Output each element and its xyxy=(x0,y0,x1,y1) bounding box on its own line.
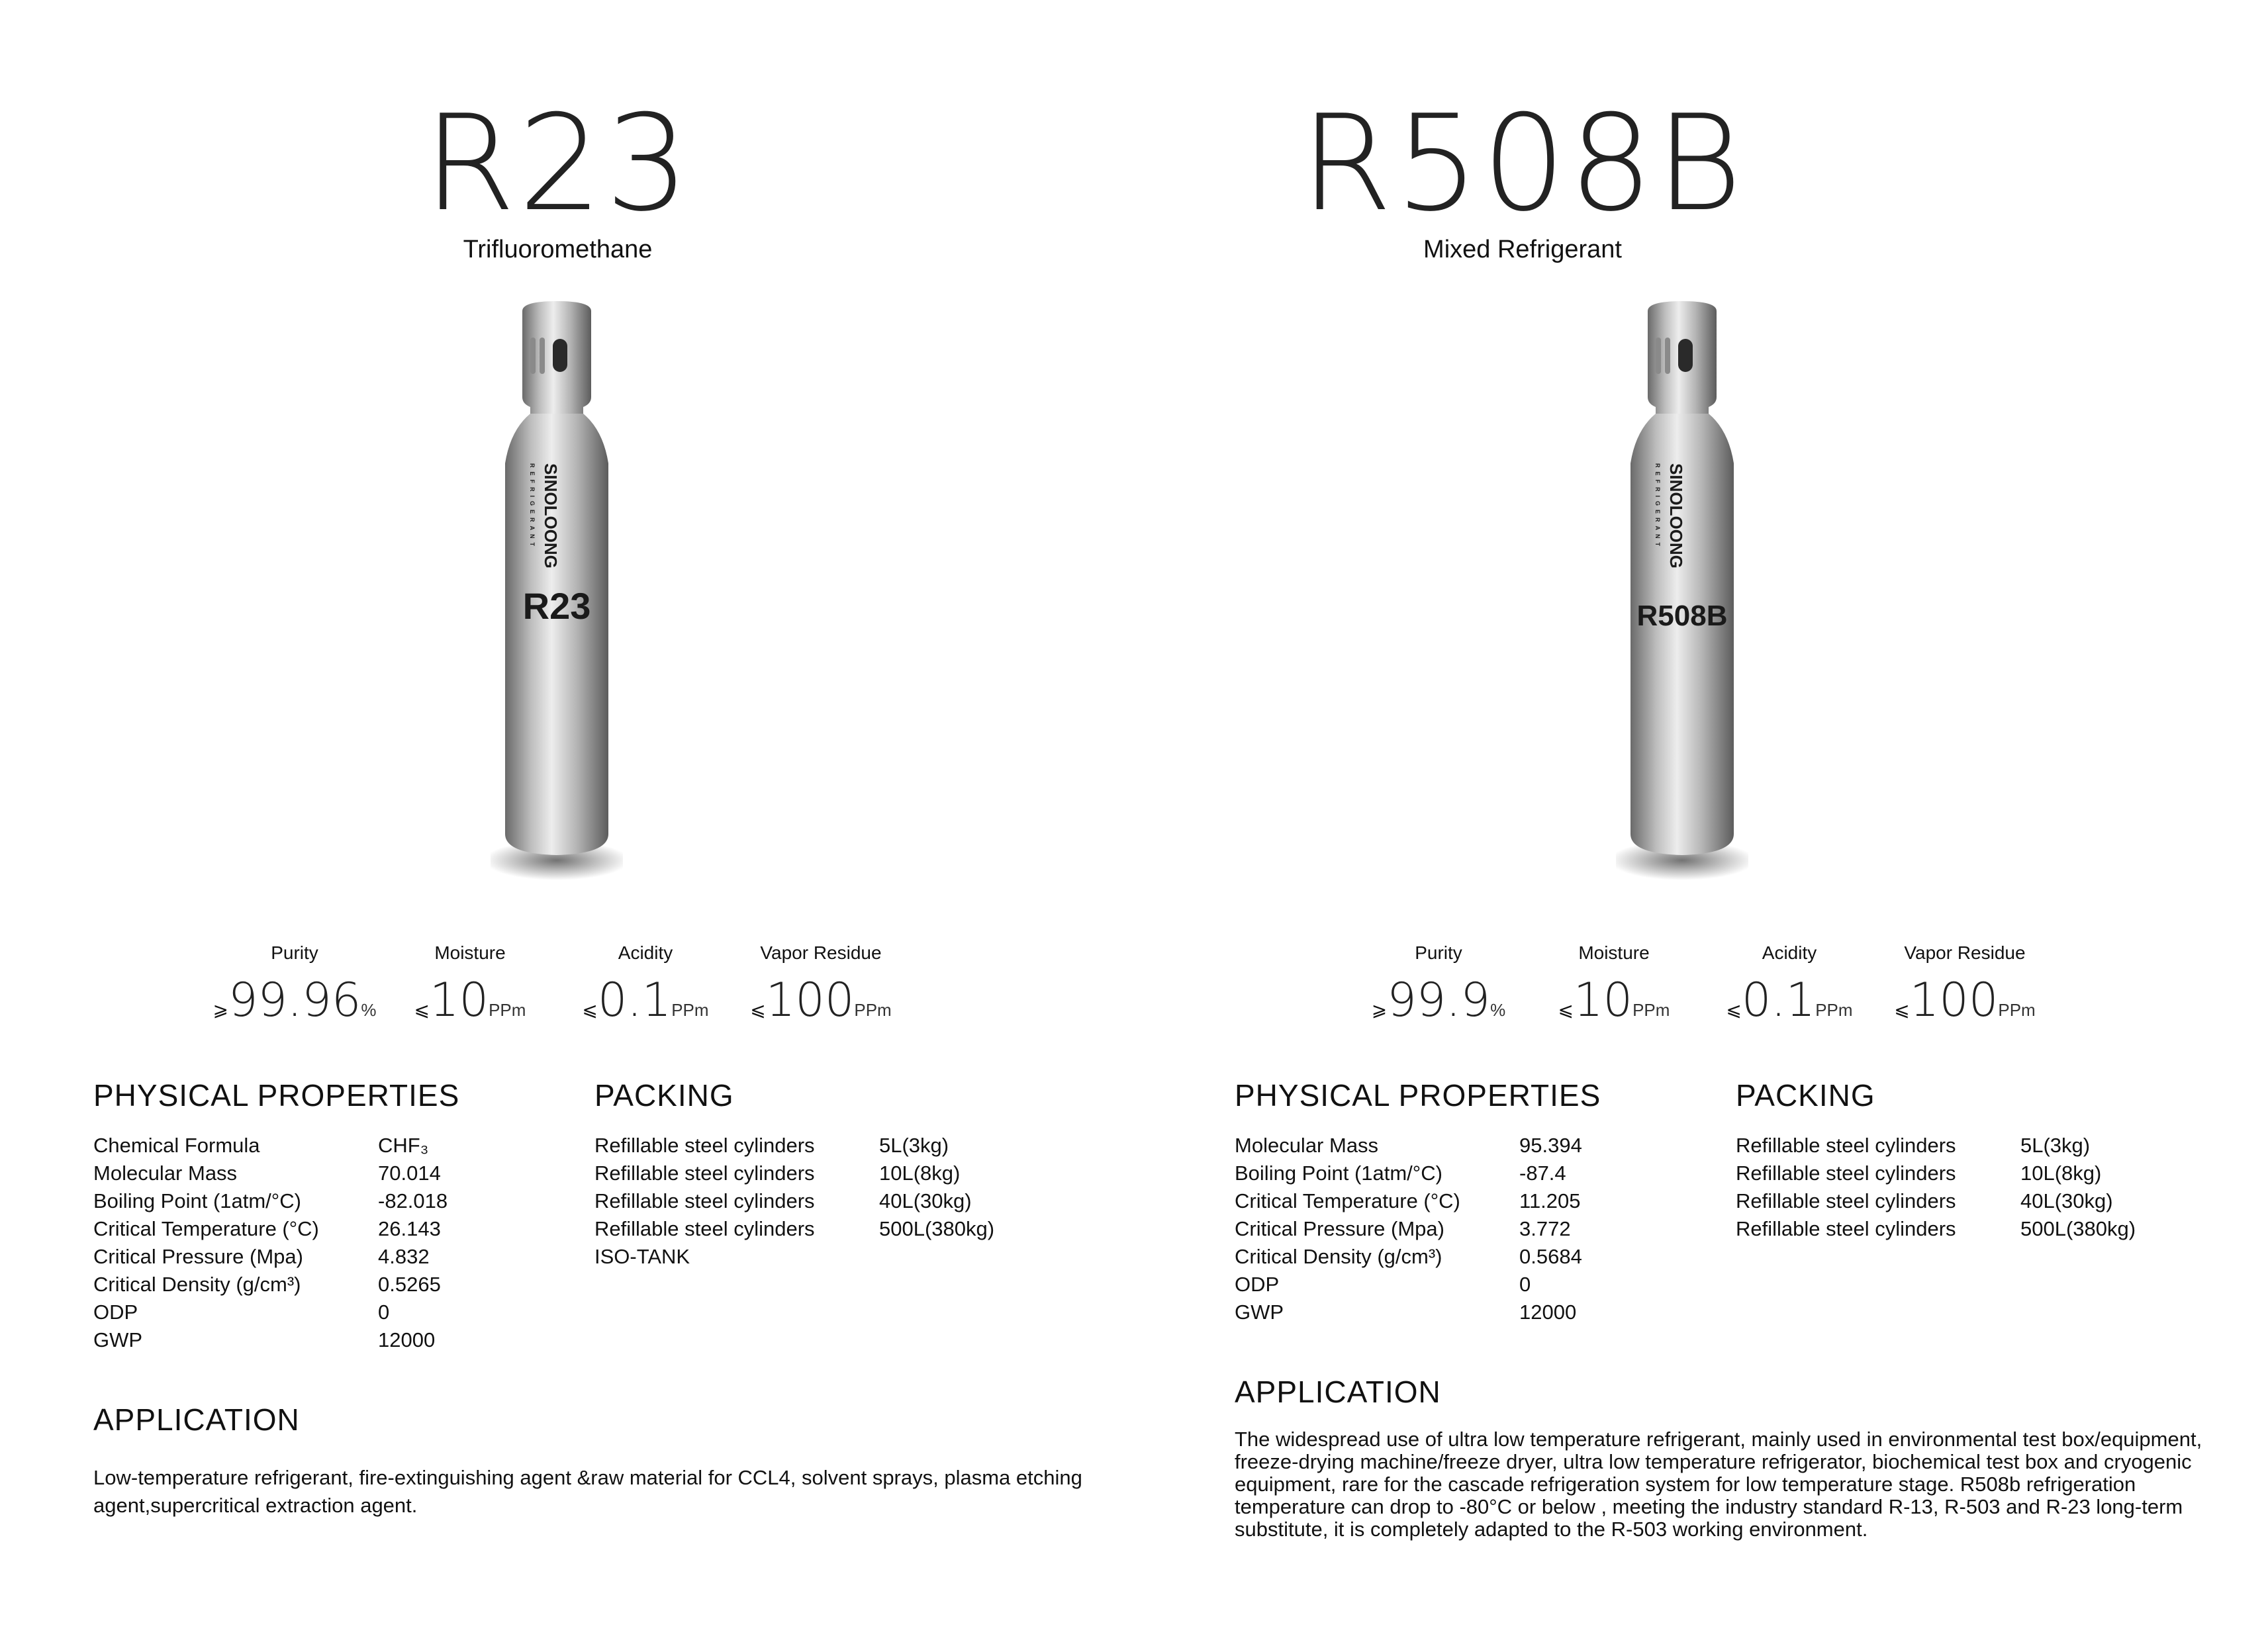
spec-label: Acidity xyxy=(1762,942,1817,963)
table-row: Refillable steel cylinders 10L(8kg) xyxy=(1736,1162,2102,1185)
table-row: Boiling Point (1atm/°C) -82.018 xyxy=(93,1189,448,1212)
cylinder-brand-sub: REFRIGERANT xyxy=(529,463,536,550)
table-row: ISO-TANK xyxy=(594,1245,690,1268)
table-row: Refillable steel cylinders 5L(3kg) xyxy=(594,1134,949,1157)
spec-value: 99.9 xyxy=(1387,973,1491,1027)
table-row: Critical Temperature (°C) 11.205 xyxy=(1235,1189,1581,1212)
spec-value: 100 xyxy=(765,973,855,1027)
packing-heading: PACKING xyxy=(1736,1078,1875,1113)
spec-acidity: Acidity ⩽0.1PPm xyxy=(1707,940,1872,966)
spec-label: Moisture xyxy=(434,942,506,963)
table-row: GWP 12000 xyxy=(93,1328,436,1351)
gas-cylinder-image xyxy=(1616,298,1748,880)
table-row: Refillable steel cylinders 10L(8kg) xyxy=(594,1162,961,1185)
spec-label: Purity xyxy=(1415,942,1462,963)
cylinder-label: R23 xyxy=(522,585,591,627)
cylinder-brand: SINOLOONG xyxy=(541,463,561,569)
spec-label: Vapor Residue xyxy=(1904,942,2026,963)
application-heading: APPLICATION xyxy=(1235,1375,1441,1409)
table-row: Refillable steel cylinders 5L(3kg) xyxy=(1736,1134,2091,1157)
spec-value: 10 xyxy=(1574,973,1633,1027)
physical-properties-table xyxy=(93,1132,448,1354)
application-heading: APPLICATION xyxy=(93,1402,300,1437)
spec-vapor-residue: Vapor Residue ⩽100PPm xyxy=(738,940,904,966)
table-row: Critical Pressure (Mpa) 4.832 xyxy=(93,1245,430,1268)
spec-value: 100 xyxy=(1909,973,1999,1027)
table-row: Molecular Mass 70.014 xyxy=(93,1162,441,1185)
table-row: Refillable steel cylinders 40L(30kg) xyxy=(594,1189,972,1212)
table-row: GWP 12000 xyxy=(1235,1300,1577,1324)
table-row: Boiling Point (1atm/°C) -87.4 xyxy=(1235,1162,1566,1185)
cylinder-brand: SINOLOONG xyxy=(1666,463,1686,569)
table-row: Critical Density (g/cm³) 0.5684 xyxy=(1235,1245,1582,1268)
gas-cylinder-image xyxy=(491,298,623,880)
table-row: Critical Density (g/cm³) 0.5265 xyxy=(93,1273,441,1296)
physical-properties-heading: PHYSICAL PROPERTIES xyxy=(93,1078,460,1113)
table-row: Critical Pressure (Mpa) 3.772 xyxy=(1235,1217,1571,1240)
table-row: ODP 0 xyxy=(1235,1273,1531,1296)
physical-properties-table xyxy=(1235,1132,1582,1326)
application-text: Low-temperature refrigerant, fire-extinguishing agent &raw material for CCL4, solvent sprays, plasma etching agent,supercritical extraction agent. xyxy=(93,1466,1082,1517)
packing-table xyxy=(1736,1132,2136,1243)
spec-acidity: Acidity ⩽0.1PPm xyxy=(563,940,728,966)
spec-label: Moisture xyxy=(1578,942,1650,963)
packing-heading: PACKING xyxy=(594,1078,734,1113)
right-page xyxy=(1134,0,2268,1642)
spec-label: Acidity xyxy=(618,942,673,963)
spec-purity: Purity ⩾99.96% xyxy=(212,940,377,966)
product-subtitle: Trifluoromethane xyxy=(463,236,653,263)
cylinder-label: R508B xyxy=(1636,600,1728,632)
spec-moisture: Moisture ⩽10PPm xyxy=(387,940,553,966)
cylinder-brand-sub: REFRIGERANT xyxy=(1654,463,1661,550)
spec-value: 0.1 xyxy=(597,973,672,1027)
spec-label: Purity xyxy=(271,942,318,963)
product-subtitle: Mixed Refrigerant xyxy=(1423,236,1622,263)
spec-value: 99.96 xyxy=(228,973,361,1027)
spec-label: Vapor Residue xyxy=(760,942,882,963)
spec-vapor-residue: Vapor Residue ⩽100PPm xyxy=(1882,940,2048,966)
table-row: Refillable steel cylinders 500L(380kg) xyxy=(1736,1217,2136,1240)
spec-value: 10 xyxy=(430,973,489,1027)
spec-purity: Purity ⩾99.9% xyxy=(1356,940,1521,966)
spec-value: 0.1 xyxy=(1741,973,1816,1027)
spec-moisture: Moisture ⩽10PPm xyxy=(1531,940,1697,966)
product-title: R508B xyxy=(1300,87,1745,241)
table-row: ODP 0 xyxy=(93,1300,390,1324)
table-row: Critical Temperature (°C) 26.143 xyxy=(93,1217,441,1240)
table-row: Refillable steel cylinders 40L(30kg) xyxy=(1736,1189,2113,1212)
table-row: Molecular Mass 95.394 xyxy=(1235,1134,1582,1157)
product-title: R23 xyxy=(423,87,692,241)
table-row: Chemical Formula CHF₃ xyxy=(93,1134,429,1157)
physical-properties-heading: PHYSICAL PROPERTIES xyxy=(1235,1078,1601,1113)
table-row: Refillable steel cylinders 500L(380kg) xyxy=(594,1217,995,1240)
application-text: The widespread use of ultra low temperature refrigerant, mainly used in environmental test box/equipment, freeze-drying machine/freeze dryer, ultra low temperature refrigerator, biochemical test box and cryogenic equipment, rare for the cascade refrigeration system for low temperature stage. R508b refrigeration temperature can drop to -80°C or below , meeting the industry standard R-13, R-503 and R-23 long-term substitute, it is completely adapted to the R-503 working environment. xyxy=(1235,1428,2202,1541)
packing-table xyxy=(594,1132,994,1271)
